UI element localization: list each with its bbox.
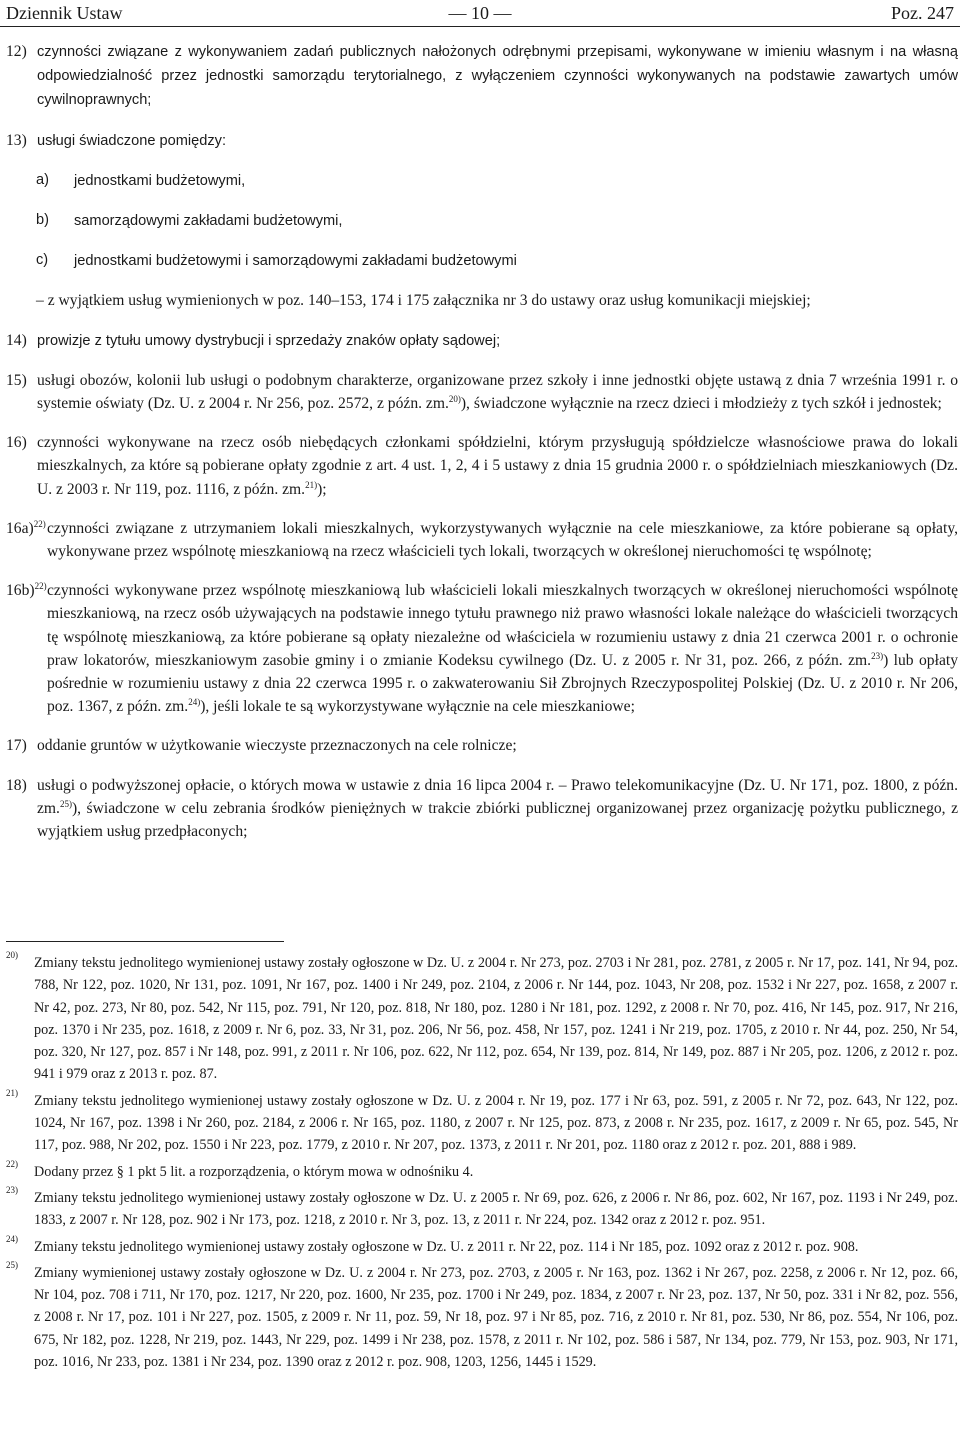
item-text: usługi o podwyższonej opłacie, o których mowa w ustawie z dnia 16 lipca 2004 r. – Prawo telekomunikacyjne (Dz. U. Nr 171, poz. 1800, z późn. zm. [37, 776, 958, 817]
page-number: — 10 — [448, 3, 512, 23]
footnote-ref[interactable]: 22) [33, 518, 46, 529]
footnote-text: Zmiany tekstu jednolitego wymienionej ustawy zostały ogłoszone w Dz. U. z 2004 r. Nr 273, poz. 2703 i Nr 281, poz. 2781, z 2005 r. Nr 17, poz. 141, Nr 94, poz. 788, Nr 122, poz. 1020, Nr 131, poz. 1091, Nr 167, poz. 1400 i Nr 249, poz. 2104, z 2006 r. Nr 144, poz. 1043, Nr 208, poz. 1532 i Nr 227, poz. 1658, z 2007 r. Nr 42, poz. 273, Nr 80, poz. 542, Nr 115, poz. 791, Nr 120, poz. 818, Nr 180, poz. 1280 i Nr 181, poz. 1292, z 2008 r. Nr 70, poz. 416, Nr 145, poz. 917, Nr 216, poz. 1370 i Nr 235, poz. 1618, z 2009 r. Nr 6, poz. 33, Nr 31, poz. 206, Nr 56, poz. 458, Nr 157, poz. 1241 i Nr 219, poz. 1705, z 2010 r. Nr 44, poz. 250, Nr 54, poz. 320, Nr 127, poz. 857 i Nr 148, poz. 991, z 2011 r. Nr 106, poz. 622, Nr 112, poz. 654, Nr 139, poz. 814, Nr 149, poz. 887 i Nr 205, poz. 1206, z 2012 r. poz. 941 i 979 oraz z 2013 r. poz. 87. [34, 955, 958, 1083]
sub-item-letter: a) [36, 171, 49, 188]
sub-item-text: samorządowymi zakładami budżetowymi, [74, 213, 343, 230]
sub-item-text: jednostkami budżetowymi, [74, 172, 246, 189]
item-text: usługi obozów, kolonii lub usługi o podobnym charakterze, organizowane przez szkoły i inne jednostki objęte ustawą z dnia 7 września 1991 r. o systemie oświaty (Dz. U. z 2004 r. Nr 256, poz. 2572, z późn. zm. [37, 371, 958, 413]
footnote-21 [6, 1087, 958, 1157]
list-item-16b [6, 579, 958, 718]
footnote-ref[interactable]: 21) [305, 479, 318, 490]
item-number: 13) [6, 131, 27, 149]
item-text: usługi świadczone pomiędzy: [37, 132, 227, 149]
footnote-23 [6, 1184, 958, 1232]
footnote-ref[interactable]: 20) [448, 394, 461, 405]
footnotes [6, 952, 958, 1377]
item-text: czynności związane z wykonywaniem zadań publicznych nałożonych odrębnymi przepisami, wykonywane w imieniu własnym i na własną odpowiedzialność przez jednostki samorządu terytorialnego, z wyłączeniem czynności wykonywanych na podstawie zawartych umów cywilnoprawnych; [37, 44, 958, 109]
item-number: 12) [6, 43, 27, 60]
footnote-ref[interactable]: 24) [188, 697, 201, 708]
dash-continuation [6, 289, 958, 312]
footnote-24 [6, 1233, 958, 1258]
item-text: czynności wykonywane na rzecz osób niebędących członkami spółdzielni, którym przysługują spółdzielcze własnościowe prawa do lokali mieszkalnych, za które są pobierane opłaty zgodnie z art. 4 ust. 1, 2, 4 i 5 ustawy z dnia 15 grudnia 2000 r. o spółdzielniach mieszkaniowych (Dz. U. z 2003 r. Nr 119, poz. 1116, z późn. zm. [37, 434, 958, 498]
item-number: 16) [6, 434, 27, 452]
footnote-22 [6, 1158, 958, 1183]
footnote-text: Zmiany tekstu jednolitego wymienionej ustawy zostały ogłoszone w Dz. U. z 2004 r. Nr 19, poz. 177 i Nr 63, poz. 591, z 2005 r. Nr 72, poz. 643, Nr 122, poz. 1024, Nr 167, poz. 1398 i Nr 260, poz. 2184, z 2006 r. Nr 165, poz. 1180, z 2007 r. Nr 125, poz. 873, z 2008 r. Nr 235, poz. 1617, z 2009 r. Nr 65, poz. 545, Nr 117, poz. 988, Nr 202, poz. 1550 i Nr 223, poz. 1779, z 2010 r. Nr 207, poz. 1373, z 2011 r. Nr 201, poz. 1180 oraz z 2012 r. poz. 201, 888 i 989. [34, 1092, 958, 1154]
footnote-text: Dodany przez § 1 pkt 5 lit. a rozporządzenia, o którym mowa w odnośniku 4. [34, 1163, 474, 1180]
footnote-text: Zmiany tekstu jednolitego wymienionej ustawy zostały ogłoszone w Dz. U. z 2011 r. Nr 22, poz. 114 i Nr 185, poz. 1092 oraz z 2012 r. poz. 908. [34, 1238, 859, 1255]
item-number-label: 16a) [6, 519, 34, 537]
item-text-cont: ), jeśli lokale te są wykorzystywane wyłącznie na cele mieszkaniowe; [200, 698, 635, 716]
item-text-cont: ); [317, 480, 327, 498]
item-text: oddanie gruntów w użytkowanie wieczyste przeznaczonych na cele rolnicze; [37, 737, 517, 755]
dash-text: – z wyjątkiem usług wymienionych w poz. 140–153, 174 i 175 załącznika nr 3 do ustawy oraz usług komunikacji miejskiej; [36, 292, 811, 310]
footnote-ref[interactable]: 23) [871, 650, 884, 661]
sub-item-a [6, 169, 958, 193]
position-number: Poz. 247 [891, 3, 954, 23]
item-number: 17) [6, 737, 27, 755]
footnote-number: 21) [6, 1087, 18, 1098]
sub-item-c [6, 249, 958, 273]
item-number: 15) [6, 371, 27, 389]
footnote-number: 20) [6, 950, 18, 960]
sub-item-text: jednostkami budżetowymi i samorządowymi zakładami budżetowymi [74, 253, 517, 270]
header-divider [0, 26, 960, 27]
page-header [6, 2, 954, 24]
footnote-number: 25) [6, 1259, 18, 1270]
footnote-ref[interactable]: 25) [59, 798, 72, 809]
footnote-text: Zmiany tekstu jednolitego wymienionej ustawy zostały ogłoszone w Dz. U. z 2005 r. Nr 69, poz. 626, z 2006 r. Nr 86, poz. 602, Nr 167, poz. 1193 i Nr 249, poz. 1833, z 2007 r. Nr 128, poz. 902 i Nr 173, poz. 1218, z 2010 r. Nr 3, poz. 13, z 2011 r. Nr 224, poz. 1342 oraz z 2012 r. poz. 951. [34, 1189, 958, 1229]
main-text [6, 40, 958, 859]
sub-item-letter: c) [36, 252, 49, 269]
item-number: 14) [6, 331, 27, 349]
item-text-cont: ) lub opłaty pośrednie w rozumieniu ustawy z dnia 22 czerwca 1995 r. o zakwaterowaniu Sił Zbrojnych Rzeczypospolitej Polskiej (Dz. U. z 2010 r. Nr 206, poz. 1367, z późn. zm. [47, 651, 958, 716]
list-item-14 [6, 329, 958, 353]
item-number [6, 517, 46, 540]
list-item-16a [6, 517, 958, 563]
footnote-number: 22) [6, 1158, 18, 1169]
item-number [6, 579, 47, 602]
item-text: prowizje z tytułu umowy dystrybucji i sprzedaży znaków opłaty sądowej; [37, 332, 501, 349]
footnote-20 [6, 952, 958, 1086]
item-number: 18) [6, 776, 27, 794]
list-item-15 [6, 369, 958, 415]
item-text: czynności wykonywane przez wspólnotę mieszkaniową lub właścicieli lokali mieszkalnych tworzących w określonej nieruchomości wspólnotę mieszkaniową, na rzecz osób używających na podstawie innego tytułu prawnego niż prawo własności lokale należące do właścicieli tworzących tę wspólnotę mieszkaniową, za które pobierane są opłaty niezależne od właściciela w rozumieniu ustawy z dnia 21 czerwca 2001 r. o ochronie praw lokatorów, mieszkaniowym zasobie gminy i o zmianie Kodeksu cywilnego (Dz. U. z 2005 r. Nr 31, poz. 266, z późn. zm. [47, 582, 958, 669]
journal-title: Dziennik Ustaw [6, 3, 123, 23]
item-text-cont: ), świadczone w celu zebrania środków pieniężnych w trakcie zbiórki publicznej organizowanej przez organizację pożytku publicznego, z wyjątkiem usług przedpłaconych; [37, 799, 958, 841]
footnote-number: 23) [6, 1184, 18, 1195]
footnote-number: 24) [6, 1233, 18, 1244]
footnote-divider [6, 941, 284, 942]
list-item-17 [6, 734, 958, 757]
sub-item-letter: b) [36, 212, 49, 229]
list-item-16 [6, 431, 958, 501]
list-item-13 [6, 129, 958, 153]
item-number-label: 16b) [6, 582, 35, 600]
item-text-cont: ), świadczone wyłącznie na rzecz dzieci i młodzieży z tych szkół i jednostek; [460, 395, 942, 413]
footnote-text: Zmiany wymienionej ustawy zostały ogłoszone w Dz. U. z 2004 r. Nr 273, poz. 2703, z 2005 r. Nr 163, poz. 1362 i Nr 267, poz. 2258, z 2006 r. Nr 12, poz. 66, Nr 104, poz. 708 i 711, Nr 170, poz. 1217, Nr 220, poz. 1600, Nr 235, poz. 1700 i Nr 249, poz. 1834, z 2007 r. Nr 23, poz. 137, Nr 50, poz. 331 i Nr 82, poz. 556, z 2008 r. Nr 17, poz. 101 i Nr 227, poz. 1505, z 2009 r. Nr 11, poz. 59, Nr 18, poz. 97 i Nr 85, poz. 716, z 2010 r. Nr 81, poz. 530, Nr 86, poz. 554, Nr 106, poz. 675, Nr 182, poz. 1228, Nr 219, poz. 1443, Nr 229, poz. 1499 i Nr 238, poz. 1578, z 2011 r. Nr 102, poz. 586 i 587, Nr 134, poz. 779, Nr 153, poz. 903, Nr 171, poz. 1016, Nr 233, poz. 1381 i Nr 234, poz. 1390 oraz z 2012 r. poz. 908, 1203, 1256, 1445 i 1529. [34, 1264, 958, 1371]
list-item-18 [6, 774, 958, 844]
footnote-25 [6, 1259, 958, 1373]
item-text: czynności związane z utrzymaniem lokali mieszkalnych, wykorzystywanych wyłącznie na cele mieszkaniowe, za które pobierane są opłaty, wykonywane przez wspólnotę mieszkaniową na rzecz właścicieli tych lokali, tworzących w określonej nieruchomości tę wspólnotę; [47, 519, 958, 561]
sub-item-b [6, 209, 958, 233]
footnote-ref[interactable]: 22) [34, 581, 47, 592]
list-item-12 [6, 40, 958, 113]
